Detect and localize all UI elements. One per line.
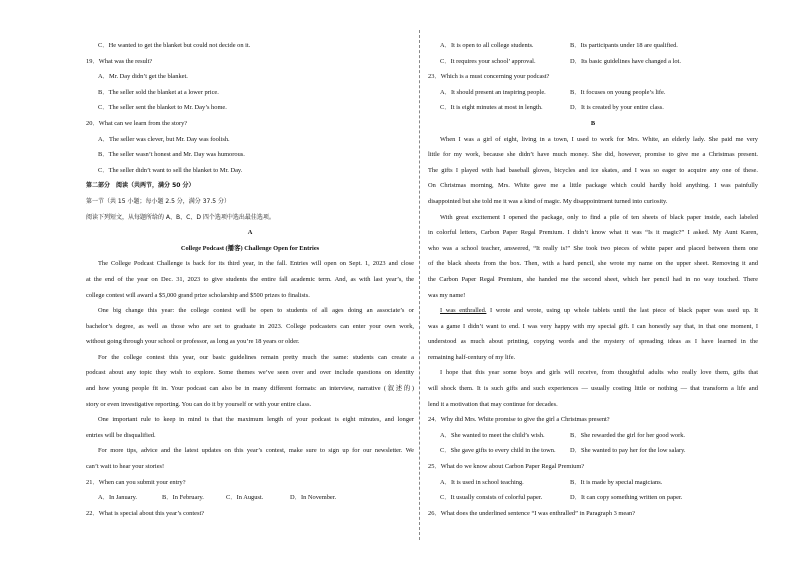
left-text-line: The College Podcast Challenge is back for its third year, in the fall. Entries will open on Sept. 1, 2023 and close: [98, 260, 414, 268]
left-text-line: A．Mr. Day didn’t get the blanket.: [98, 73, 188, 81]
section-b-heading: B: [590, 119, 596, 127]
passage-b-line: lend it a motivation that may continue for decades.: [428, 400, 558, 408]
left-text-line: For more tips, advice and the latest updates on this year’s contest, make sure to sign up for our newsletter. We: [98, 447, 414, 455]
q22-options-ab: [428, 38, 758, 54]
question-25: 25．What do we know about Carbon Paper Regal Premium?: [428, 463, 585, 471]
passage-b-line: was my name!: [428, 291, 466, 299]
q22-options-cd: [428, 54, 758, 70]
left-column: [86, 38, 414, 521]
question-24: 24．Why did Mrs. White promise to give the girl a Christmas present?: [428, 416, 610, 424]
q25-options-ab: [428, 475, 758, 491]
passage-b-line: who was a school teacher, answered, “It really is!” She took two pieces of white paper and placed between them one: [428, 244, 758, 252]
option-24c: C．She gave gifts to every child in the town.: [440, 447, 556, 455]
left-text-line: One big change this year: the college contest will be open to students of all ages doing an associate’s or: [98, 307, 414, 315]
passage-b-line: will shock them. It is such gifts and such experiences — usually costing little or nothing — that transform a life and: [428, 385, 758, 393]
left-text-line: B．The seller sold the blanket at a lower price.: [98, 88, 219, 96]
question-22: 22．What is special about this year’s contest?: [86, 509, 205, 517]
option-22d: D．Its basic guidelines have changed a lot.: [570, 57, 681, 65]
option-22c: C．It requires your school’ approval.: [440, 57, 536, 65]
passage-b-line-underlined: [428, 303, 758, 319]
option-21-c: C．In August.: [226, 494, 264, 502]
underlined-sentence: I was enthralled.: [440, 307, 487, 315]
left-text-line: can’t wait to hear your stories!: [86, 463, 165, 471]
passage-b-part2: [428, 319, 758, 413]
option-22a: A．It is open to all college students.: [440, 42, 534, 49]
option-24d: D．She wanted to pay her for the low salary.: [570, 447, 686, 455]
q23-options-cd: [428, 100, 758, 116]
option-23b: B．It focuses on young people’s life.: [570, 88, 666, 96]
q25-options-cd: [428, 490, 758, 506]
left-text-line: 第二部分 阅读（共两节，满分 50 分）: [86, 182, 195, 190]
option-21-b: B．In February.: [162, 494, 204, 502]
passage-b-line: the Carbon Paper Regal Premium, she handed me the second sheet, which her pencil had in no way touched. There: [428, 275, 758, 283]
left-text-line: at the end of the year on Dec. 31, 2023 to give students the entire fall academic term. And, as with last year’s, the: [86, 275, 414, 283]
passage-b-line: in colorful letters, Carbon Paper Regal Premium. I didn’t know what it was “Is it magic?” I asked. My Aunt Karen,: [428, 229, 758, 237]
left-text-line: 阅读下列短文，从每题所给的 A、B、C、D 四个选项中选出最佳选项。: [86, 213, 275, 221]
left-text-line: 20．What can we learn from the story?: [86, 119, 188, 127]
left-text-line: story or even investigative reporting. You can do it by yourself or with your entire class.: [86, 400, 312, 408]
passage-b-line: little for my work, because she didn’t have much money. She did, however, promise to give me a Christmas present.: [428, 151, 758, 159]
left-text-line: bachelor’s degree, as well as those who are set to graduate in 2023. College podcasters can enter your own work,: [86, 322, 414, 330]
left-text-line: B．The seller wasn’t honest and Mr. Day was humorous.: [98, 151, 245, 159]
option-23a: A．It should present an inspiring people.: [440, 88, 546, 96]
passage-b-line: When I was a girl of eight, living in a town, I used to work for Mrs. White, an elderly lady. She paid me very: [440, 135, 758, 143]
left-text-line: 第一节（共 15 小题；每小题 2.5 分，满分 37.5 分）: [86, 197, 230, 205]
passage-b-line: was a game I didn’t want to end. I was very happy with my special gift. I can honestly say that, in that one moment, I: [428, 322, 758, 330]
passage-b-part1: [428, 132, 758, 304]
column-divider: [419, 30, 420, 540]
passage-b-line: understood as much about printing, copying words and the mystery of spreading ideas as I have learned in the: [428, 338, 758, 346]
question-21: 21．When can you submit your entry?: [86, 478, 186, 486]
left-text-line: A．The seller was clever, but Mr. Day was foolish.: [98, 135, 230, 143]
left-text-line: and how young people fit in. Your podcast can also be in many different formats: an interview, narrative (叙述的): [86, 385, 414, 393]
left-text-line: College Podcast (播客) Challenge Open for Entries: [180, 244, 320, 252]
q24-options-cd: [428, 443, 758, 459]
left-text-line: without going through your school or professor, as long as you’re 18 years or older.: [86, 338, 300, 346]
option-23d: D．It is created by your entire class.: [570, 104, 664, 112]
q24-options-ab: [428, 428, 758, 444]
right-column: [428, 38, 758, 521]
option-22b: B．Its participants under 18 are qualified.: [570, 42, 678, 49]
option-25b: B．It is made by special magicians.: [570, 478, 663, 486]
passage-b-line: I hope that this year some boys and girls will receive, from thoughtful adults who really love them, gifts that: [440, 369, 758, 377]
option-21-a: A．In January.: [98, 494, 137, 502]
passage-b-line: remaining half-century of my life.: [428, 353, 516, 361]
option-23c: C．It is eight minutes at most in length.: [440, 104, 543, 112]
q21-options: [86, 490, 414, 506]
q23-options-ab: [428, 85, 758, 101]
left-text-line: One important rule to keep in mind is that the maximum length of your podcast is eight minutes, and longer: [98, 416, 414, 424]
left-text-line: C．He wanted to get the blanket but could not decide on it.: [98, 42, 251, 49]
option-25a: A．It is used in school teaching.: [440, 478, 524, 486]
option-21-d: D．In November.: [290, 494, 337, 502]
passage-b-line: of the black sheets from the box. Then, with a hard pencil, she wrote my name on the upper sheet. Removing it and: [428, 260, 758, 268]
passage-b-line: The gifts I played with had baseball gloves, bicycles and ice skates, and I was so eager to acquire any one of these.: [428, 166, 758, 174]
left-text-line: podcast about any topic they wish to explore. Some themes we’ve seen over and over include questions on identity: [86, 369, 414, 377]
left-text-line: C．The seller sent the blanket to Mr. Day’s home.: [98, 104, 227, 112]
left-text-line: entries will be disqualified.: [86, 431, 156, 439]
option-24a: A．She wanted to meet the child’s wish.: [440, 431, 545, 439]
left-text-line: For the college contest this year, our basic guidelines remain pretty much the same: students can create a: [98, 353, 414, 361]
option-25d: D．It can copy something written on paper.: [570, 494, 683, 502]
passage-b-line: On Christmas morning, Mrs. White gave me a little package which could hardly hold anything. I was painfully: [428, 182, 758, 190]
option-24b: B．She rewarded the girl for her good work.: [570, 431, 686, 439]
question-26: 26．What does the underlined sentence “I was enthralled” in Paragraph 3 mean?: [428, 509, 636, 517]
left-text-line: A: [247, 229, 253, 237]
passage-b-line: With great excitement I opened the package, only to find a pile of ten sheets of black paper inside, each labeled: [440, 213, 758, 221]
option-25c: C．It usually consists of colorful paper.: [440, 494, 543, 502]
left-text-line: C．The seller didn’t want to sell the blanket to Mr. Day.: [98, 166, 243, 174]
passage-b-line: disappointed but she told me it was a kind of magic. My disappointment turned into curiosity.: [428, 197, 668, 205]
underlined-line-rest: I wrote and wrote, using up whole tablets until the last piece of black paper was used up. It: [486, 307, 758, 315]
left-text-line: college contest will award a $5,000 grand prize scholarship and $500 prizes to finalists.: [86, 291, 310, 299]
question-23: 23．Which is a must concerning your podcast?: [428, 73, 550, 81]
left-text-line: 19．What was the result?: [86, 57, 153, 65]
